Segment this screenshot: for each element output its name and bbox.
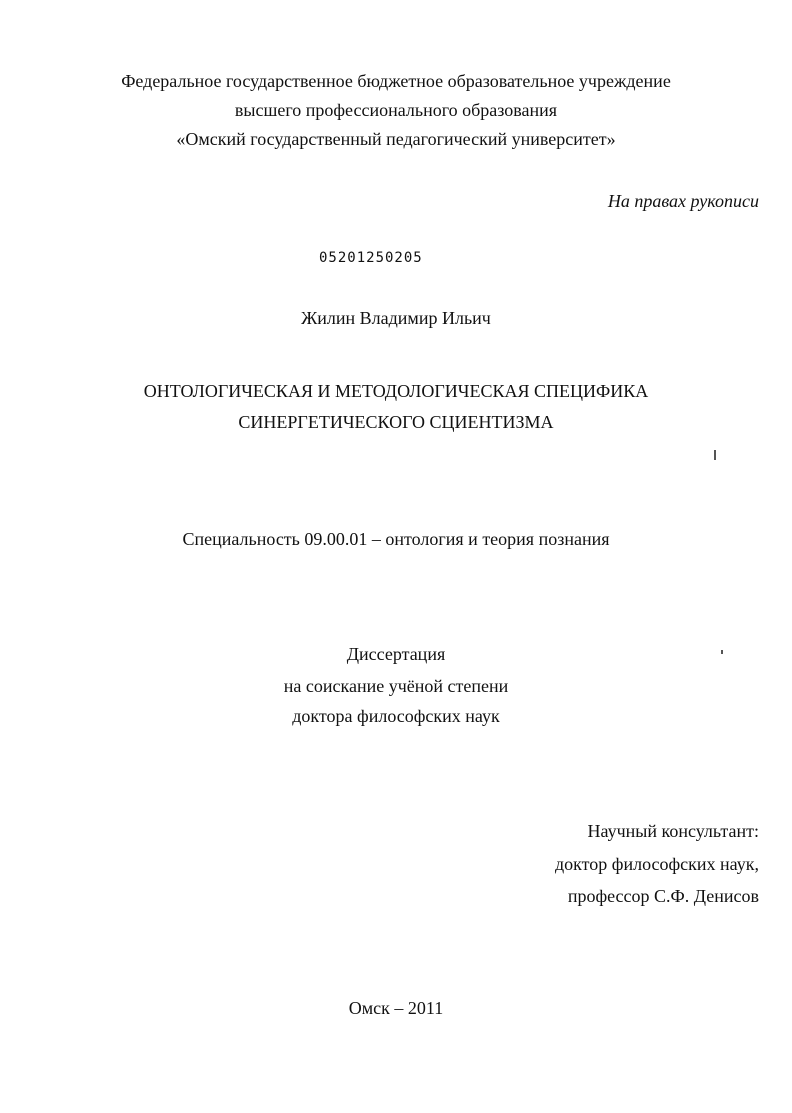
author-name: Жилин Владимир Ильич <box>301 308 491 328</box>
manuscript-note: На правах рукописи <box>607 191 759 211</box>
title-line-2: СИНЕРГЕТИЧЕСКОГО СЦИЕНТИЗМА <box>238 412 554 432</box>
place-year: Омск – 2011 <box>348 998 444 1018</box>
institution-line-1: Федеральное государственное бюджетное образовательное учреждение <box>121 71 671 91</box>
specialty: Специальность 09.00.01 – онтология и теория познания <box>182 529 610 549</box>
title-line-1: ОНТОЛОГИЧЕСКАЯ И МЕТОДОЛОГИЧЕСКАЯ СПЕЦИФИКА <box>143 381 649 401</box>
advisor-line-2: доктор философских наук, <box>555 854 759 874</box>
advisor-line-3: профессор С.Ф. Денисов <box>567 886 759 906</box>
degree-line-1: Диссертация <box>346 644 446 664</box>
degree-line-3: доктора философских наук <box>292 706 500 726</box>
institution-line-3: «Омский государственный педагогический университет» <box>176 129 616 149</box>
institution-line-2: высшего профессионального образования <box>234 100 558 120</box>
advisor-line-1: Научный консультант: <box>587 821 759 841</box>
degree-line-2: на соискание учёной степени <box>283 676 509 696</box>
registration-number: 05201250205 <box>319 250 423 266</box>
scan-speck <box>714 450 716 460</box>
